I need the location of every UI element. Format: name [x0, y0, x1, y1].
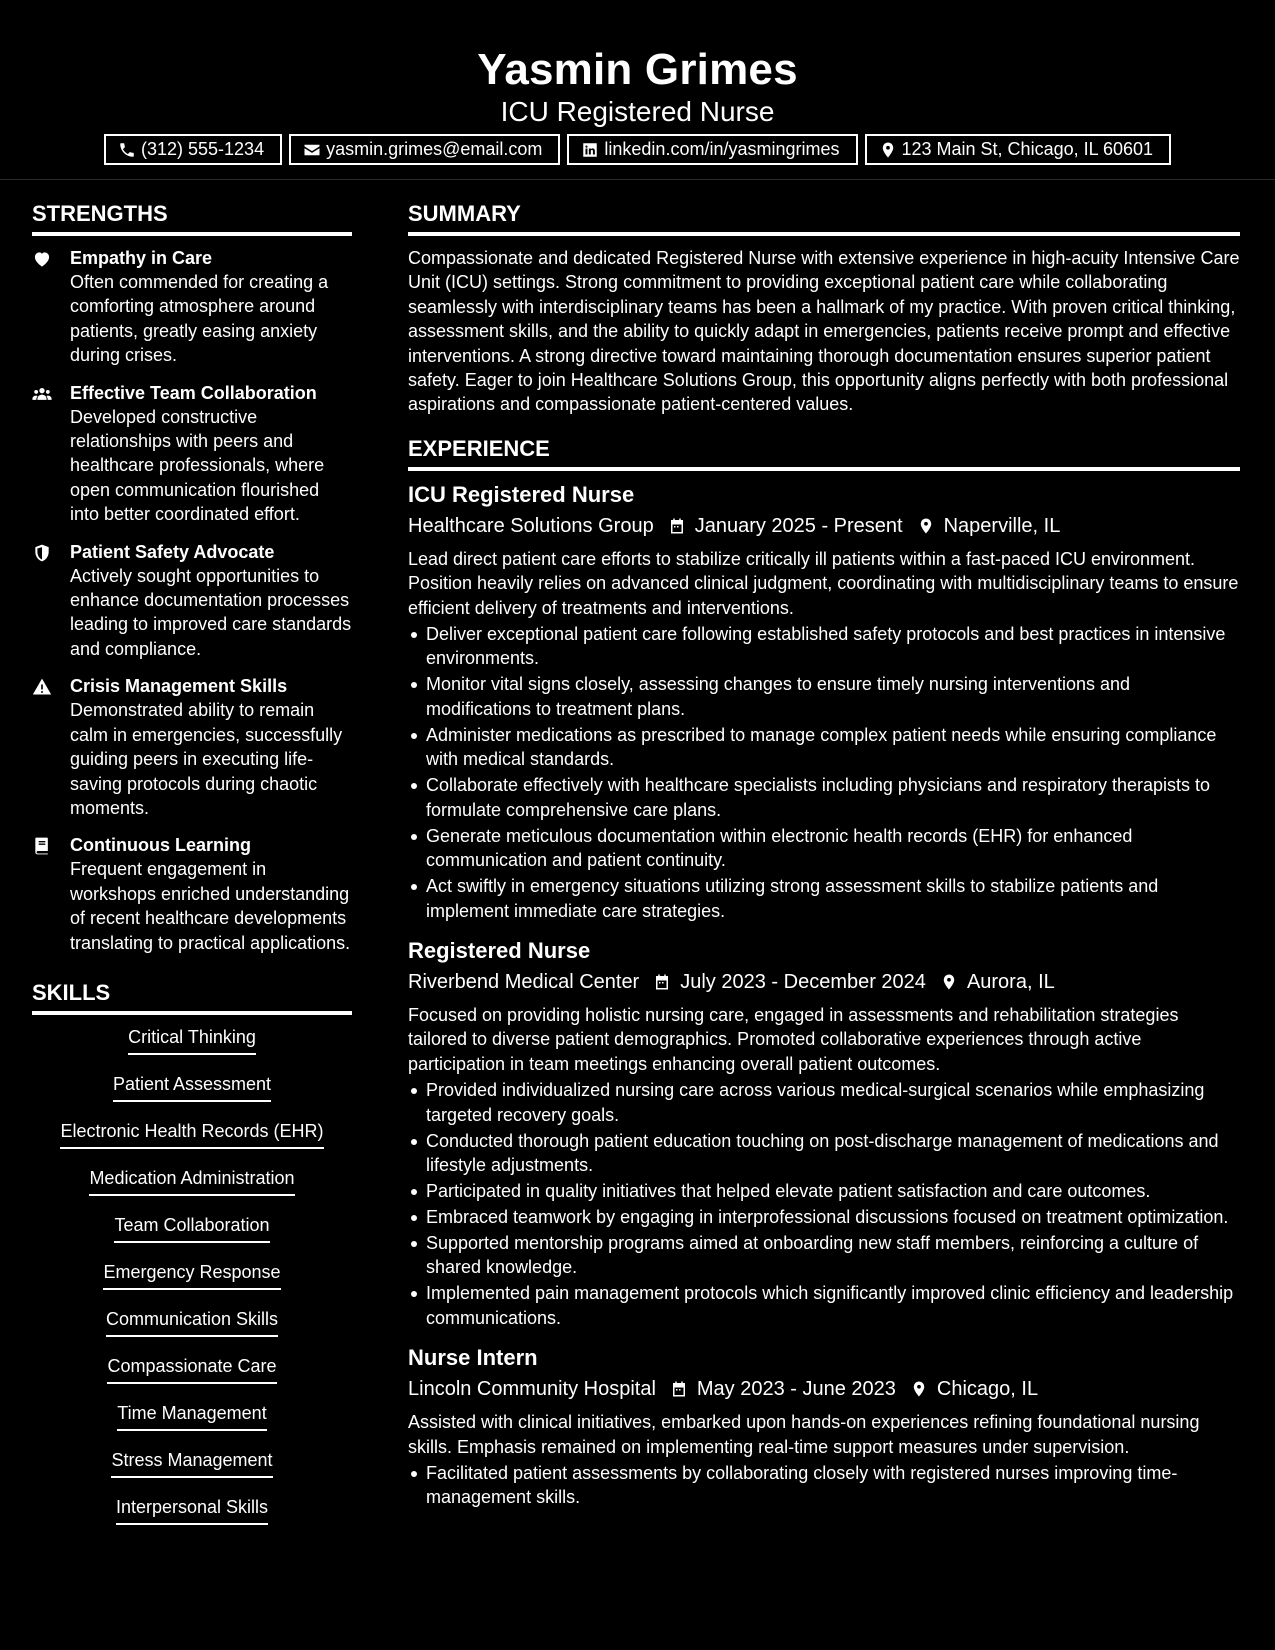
skill-tag: Emergency Response: [103, 1260, 280, 1290]
skill-tag: Time Management: [117, 1401, 266, 1431]
skill-tag: Stress Management: [111, 1448, 272, 1478]
summary-heading: SUMMARY: [408, 200, 1240, 236]
job-entry: [408, 937, 1240, 1330]
job-bullet: Participated in quality initiatives that helped elevate patient satisfaction and care outcomes.: [408, 1179, 1240, 1203]
strength-desc: Often commended for creating a comforting atmosphere around patients, greatly easing anxiety during crises.: [70, 272, 329, 366]
contact-linkedin[interactable]: [567, 134, 857, 165]
job-bullet: Facilitated patient assessments by collaborating closely with registered nurses improving time-management skills.: [408, 1461, 1240, 1510]
strength-title: Continuous Learning: [70, 835, 251, 856]
map-pin-icon: [940, 973, 958, 991]
job-bullet: Conducted thorough patient education touching on post-discharge management of medications and lifestyle adjustments.: [408, 1129, 1240, 1178]
job-description: Lead direct patient care efforts to stabilize critically ill patients within a fast-paced ICU environment. Position heavily relies on advanced clinical judgment, coordinating with multidisciplinary teams to ensure efficient delivery of treatments and interventions.: [408, 548, 1239, 618]
strength-item: [32, 540, 352, 662]
job-company: Lincoln Community Hospital: [408, 1378, 656, 1401]
strength-item: [32, 381, 352, 527]
job-bullets: [408, 1461, 1240, 1510]
skill-tag: Communication Skills: [106, 1307, 278, 1337]
strength-desc: Actively sought opportunities to enhance documentation processes leading to improved care standards and compliance.: [70, 565, 352, 659]
job-title: ICU Registered Nurse: [408, 481, 635, 507]
heart-icon: [32, 249, 52, 269]
job-bullet: Generate meticulous documentation within electronic health records (EHR) for enhanced communication and patient continuity.: [408, 824, 1240, 873]
contact-phone[interactable]: [104, 134, 282, 165]
skills-list: [32, 1025, 352, 1542]
job-bullet: Monitor vital signs closely, assessing changes to ensure timely nursing interventions and modifications to treatment plans.: [408, 672, 1240, 721]
warning-icon: [32, 677, 52, 697]
job-meta: [408, 512, 1240, 540]
skill-tag: Interpersonal Skills: [116, 1495, 268, 1525]
contact-email[interactable]: [289, 134, 560, 165]
skill-tag: Medication Administration: [89, 1166, 294, 1196]
job-bullet: Supported mentorship programs aimed at onboarding new staff members, reinforcing a culture of shared knowledge.: [408, 1231, 1240, 1280]
job-company: Riverbend Medical Center: [408, 970, 640, 993]
strength-item: [32, 833, 352, 955]
job-company: Healthcare Solutions Group: [408, 514, 654, 537]
job-bullet: Deliver exceptional patient care following established safety protocols and best practices in intensive environments.: [408, 622, 1240, 671]
contact-linkedin-text: linkedin.com/in/yasmingrimes: [604, 139, 840, 159]
contact-phone-text: (312) 555-1234: [140, 139, 265, 159]
map-pin-icon: [879, 141, 897, 159]
job-description: Focused on providing holistic nursing care, engaged in assessments and rehabilitation strategies tailored to diverse patient demographics. Promoted collaborative experiences through active participation in team meetings enhancing overall patient outcomes.: [408, 1004, 1179, 1074]
job-meta: [408, 1375, 1240, 1403]
job-bullet: Provided individualized nursing care across various medical-surgical scenarios while emphasizing targeted recovery goals.: [408, 1078, 1240, 1127]
strength-desc: Developed constructive relationships with peers and healthcare professionals, where open communication flourished into better coordinated effort.: [70, 406, 325, 525]
job-bullet: Embraced teamwork by engaging in interprofessional discussions focused on treatment optimization.: [408, 1205, 1240, 1229]
job-bullets: [408, 1078, 1240, 1330]
strength-desc: Demonstrated ability to remain calm in emergencies, successfully guiding peers in executing life-saving protocols during chaotic moments.: [70, 700, 343, 818]
strength-title: Effective Team Collaboration: [70, 382, 317, 403]
strength-title: Crisis Management Skills: [70, 676, 288, 697]
skill-tag: Compassionate Care: [107, 1354, 276, 1384]
shield-icon: [32, 543, 52, 563]
skills-heading: SKILLS: [32, 979, 352, 1015]
candidate-headline: ICU Registered Nurse: [500, 96, 775, 127]
job-dates: May 2023 - June 2023: [696, 1378, 896, 1401]
skill-tag: Critical Thinking: [128, 1025, 256, 1055]
strengths-heading: STRENGTHS: [32, 200, 352, 236]
calendar-icon: [653, 973, 671, 991]
strength-desc: Frequent engagement in workshops enriched understanding of recent healthcare developments translating to practical applications.: [70, 859, 351, 953]
right-column: [408, 200, 1240, 1524]
map-pin-icon: [917, 517, 935, 535]
job-entry: [408, 1344, 1240, 1510]
job-location: Naperville, IL: [943, 514, 1061, 537]
skill-tag: Team Collaboration: [114, 1213, 269, 1243]
book-icon: [32, 836, 52, 856]
job-bullet: Act swiftly in emergency situations utilizing strong assessment skills to stabilize patients and implement immediate care strategies.: [408, 874, 1240, 923]
envelope-icon: [303, 141, 321, 159]
job-bullet: Collaborate effectively with healthcare specialists including physicians and respiratory therapists to formulate comprehensive care plans.: [408, 773, 1240, 822]
candidate-name: Yasmin Grimes: [477, 45, 798, 94]
job-dates: July 2023 - December 2024: [680, 970, 926, 993]
job-title: Nurse Intern: [408, 1345, 538, 1371]
job-meta: [408, 968, 1240, 996]
strength-title: Patient Safety Advocate: [70, 541, 275, 562]
job-bullets: [408, 622, 1240, 923]
job-title: Registered Nurse: [408, 937, 591, 963]
contact-email-text: yasmin.grimes@email.com: [326, 139, 543, 159]
job-description: Assisted with clinical initiatives, embarked upon hands-on experiences refining foundational nursing skills. Emphasis remained on implementing real-time support measures under supervision.: [408, 1412, 1200, 1457]
summary-text: Compassionate and dedicated Registered Nurse with extensive experience in high-acuity Intensive Care Unit (ICU) settings. Strong commitment to providing exceptional patient care while collaborating seamlessly with interdisciplinary teams has been a hallmark of my practice. With proven critical thinking, assessment skills, and the ability to quickly adapt in emergencies, patients receive prompt and effective interventions. A strong directive toward maintaining thorough documentation ensures superior patient safety. Eager to join Healthcare Solutions Group, this opportunity aligns perfectly with both professional aspirations and compassionate patient-centered values.: [408, 248, 1240, 415]
strength-item: [32, 246, 352, 368]
job-dates: January 2025 - Present: [694, 514, 903, 537]
skill-tag: Electronic Health Records (EHR): [60, 1119, 323, 1149]
contact-address-text: 123 Main St, Chicago, IL 60601: [901, 139, 1153, 159]
skill-tag: Patient Assessment: [113, 1072, 271, 1102]
phone-icon: [118, 141, 136, 159]
calendar-icon: [668, 517, 686, 535]
experience-heading: EXPERIENCE: [408, 435, 1240, 471]
contact-bar: [0, 134, 1275, 165]
job-entry: [408, 481, 1240, 923]
job-bullet: Administer medications as prescribed to manage complex patient needs while ensuring compliance with medical standards.: [408, 723, 1240, 772]
resume-header: [0, 0, 1275, 180]
strength-item: [32, 674, 352, 820]
left-column: [32, 200, 352, 1542]
job-bullet: Implemented pain management protocols which significantly improved clinic efficiency and leadership communications.: [408, 1281, 1240, 1330]
job-location: Chicago, IL: [936, 1378, 1039, 1401]
calendar-icon: [670, 1380, 688, 1398]
linkedin-icon: [581, 141, 599, 159]
users-icon: [32, 384, 52, 404]
map-pin-icon: [910, 1380, 928, 1398]
strength-title: Empathy in Care: [70, 248, 213, 268]
job-location: Aurora, IL: [966, 970, 1055, 993]
contact-address[interactable]: [865, 134, 1172, 165]
